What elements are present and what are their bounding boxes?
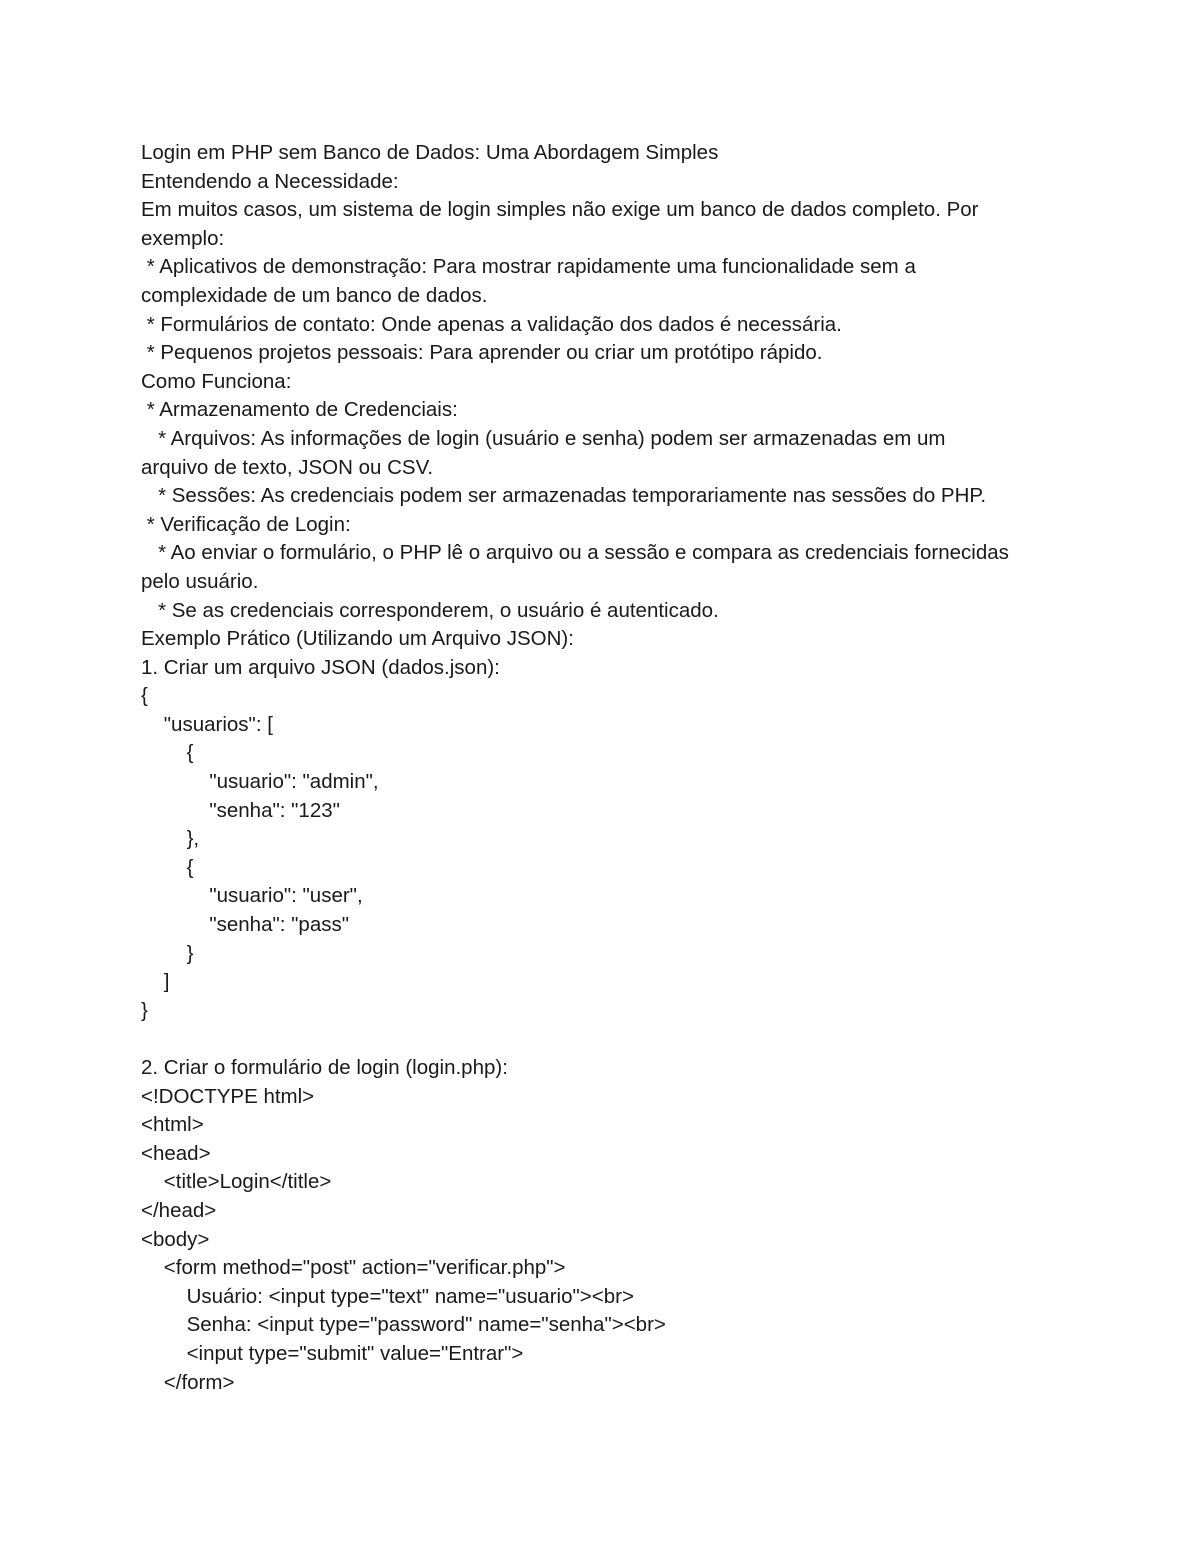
code-line: <input type="submit" value="Entrar"> [141, 1341, 524, 1365]
sub-bullet-item-continuation: pelo usuário. [141, 569, 259, 593]
code-line: <!DOCTYPE html> [141, 1084, 315, 1108]
step-heading: 2. Criar o formulário de login (login.php): [141, 1056, 508, 1079]
paragraph-line: exemplo: [141, 226, 225, 250]
code-line: "usuario": "user", [141, 884, 363, 908]
step-heading: 1. Criar um arquivo JSON (dados.json): [141, 655, 500, 679]
code-line: } [141, 998, 148, 1022]
code-line: </head> [141, 1198, 217, 1222]
code-line: <html> [141, 1113, 204, 1137]
blank-line [141, 1025, 1071, 1054]
code-line: }, [141, 827, 200, 851]
paragraph-line: Em muitos casos, um sistema de login simples não exige um banco de dados completo. Por [141, 198, 979, 222]
code-line: "usuario": "admin", [141, 770, 379, 794]
sub-bullet-item: * Se as credenciais corresponderem, o usuário é autenticado. [141, 598, 719, 622]
code-line: <head> [141, 1141, 211, 1165]
code-line: "senha": "123" [141, 798, 340, 822]
section-heading-como-funciona: Como Funciona: [141, 369, 292, 393]
sub-bullet-item: * Sessões: As credenciais podem ser armazenadas temporariamente nas sessões do PHP. [141, 484, 987, 508]
code-line: </form> [141, 1370, 235, 1394]
document-body [141, 139, 1071, 1397]
section-heading-necessidade: Entendendo a Necessidade: [141, 169, 399, 193]
bullet-item: * Armazenamento de Credenciais: [141, 398, 458, 422]
code-line: { [141, 855, 194, 879]
code-line: { [141, 741, 194, 765]
code-line: ] [141, 970, 170, 994]
code-line: } [141, 941, 194, 965]
code-line: Usuário: <input type="text" name="usuario"><br> [141, 1284, 634, 1308]
code-line: "usuarios": [ [141, 712, 273, 736]
sub-bullet-item: * Ao enviar o formulário, o PHP lê o arquivo ou a sessão e compara as credenciais fornecidas [141, 541, 1009, 565]
bullet-item-continuation: complexidade de um banco de dados. [141, 283, 488, 307]
sub-bullet-item-continuation: arquivo de texto, JSON ou CSV. [141, 455, 434, 479]
code-line: <form method="post" action="verificar.php"> [141, 1256, 566, 1280]
bullet-item: * Pequenos projetos pessoais: Para aprender ou criar um protótipo rápido. [141, 341, 823, 365]
code-line: Senha: <input type="password" name="senha"><br> [141, 1313, 666, 1337]
code-line: <title>Login</title> [141, 1170, 332, 1194]
bullet-item: * Verificação de Login: [141, 512, 351, 536]
document-title: Login em PHP sem Banco de Dados: Uma Abordagem Simples [141, 141, 719, 164]
bullet-item: * Formulários de contato: Onde apenas a validação dos dados é necessária. [141, 312, 842, 336]
code-line: { [141, 684, 148, 708]
sub-bullet-item: * Arquivos: As informações de login (usuário e senha) podem ser armazenadas em um [141, 426, 946, 450]
bullet-item: * Aplicativos de demonstração: Para mostrar rapidamente uma funcionalidade sem a [141, 255, 916, 279]
code-line: "senha": "pass" [141, 913, 350, 937]
section-heading-exemplo: Exemplo Prático (Utilizando um Arquivo JSON): [141, 627, 574, 651]
code-line: <body> [141, 1227, 210, 1251]
